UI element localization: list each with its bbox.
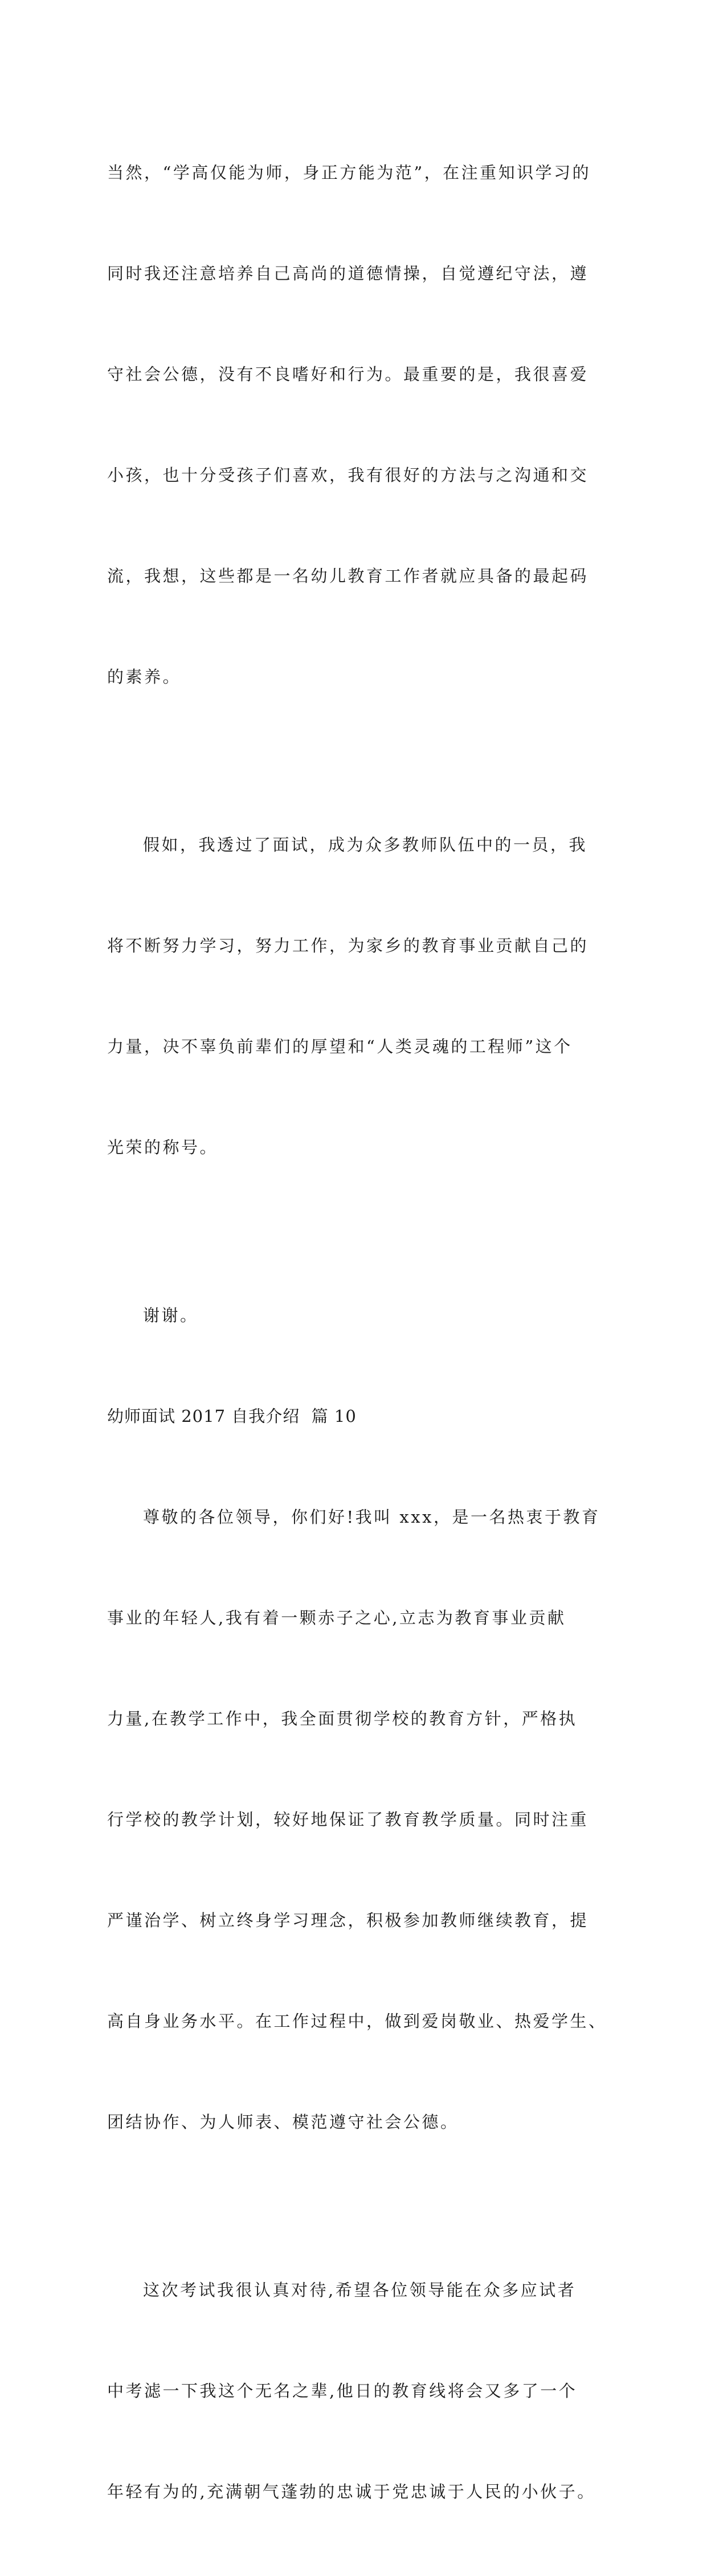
text-line: 行学校的教学计划，较好地保证了教育教学质量。同时注重: [107, 1810, 589, 1829]
text-line: 尊敬的各位领导，你们好!我叫 xxx，是一名热衷于教育: [143, 1507, 600, 1527]
text-line: 的素养。: [107, 667, 182, 686]
text-line: 守社会公德，没有不良嗜好和行为。最重要的是，我很喜爱: [107, 365, 589, 384]
text-line: 光荣的称号。: [107, 1138, 219, 1157]
text-line: 这次考试我很认真对待,希望各位领导能在众多应试者: [143, 2280, 577, 2300]
paragraph-thanks: [107, 1232, 608, 1400]
paragraph-self-introduction: [107, 1433, 608, 2206]
section-heading: 幼师面试 2017 自我介绍 篇 10: [107, 1406, 357, 1426]
text-line: 流，我想，这些都是一名幼儿教育工作者就应具备的最起码: [107, 566, 589, 586]
text-line: 年轻有为的,充满朝气蓬勃的忠诚于党忠诚于人民的小伙子。: [107, 2482, 596, 2501]
text-line: 严谨治学、树立终身学习理念，积极参加教师继续教育，提: [107, 1911, 589, 1930]
text-line: 中考滤一下我这个无名之辈,他日的教育线将会又多了一个: [107, 2381, 578, 2401]
text-line: 谢谢。: [143, 1306, 199, 1325]
text-line: 小孩，也十分受孩子们喜欢，我有很好的方法与之沟通和交: [107, 465, 589, 485]
text-line: 假如，我透过了面试，成为众多教师队伍中的一员，我: [143, 835, 588, 854]
text-line: 事业的年轻人,我有着一颗赤子之心,立志为教育事业贡献: [107, 1608, 566, 1628]
text-line: 当然，“学高仅能为师，身正方能为范”，在注重知识学习的: [107, 163, 591, 182]
text-line: 团结协作、为人师表、模范遵守社会公德。: [107, 2112, 459, 2132]
paragraph-closing: [107, 2206, 608, 2576]
paragraph-intro-conclusion: [107, 89, 608, 761]
paragraph-commitment: [107, 761, 608, 1232]
text-line: 将不断努力学习，努力工作，为家乡的教育事业贡献自己的: [107, 936, 589, 955]
text-line: 高自身业务水平。在工作过程中，做到爱岗敬业、热爱学生、: [107, 2011, 607, 2031]
text-line: 力量,在教学工作中，我全面贯彻学校的教育方针，严格执: [107, 1709, 578, 1728]
text-line: 力量，决不辜负前辈们的厚望和“人类灵魂的工程师”这个: [107, 1037, 573, 1056]
text-line: 同时我还注意培养自己高尚的道德情操，自觉遵纪守法，遵: [107, 264, 589, 283]
document-page: [107, 89, 608, 2576]
